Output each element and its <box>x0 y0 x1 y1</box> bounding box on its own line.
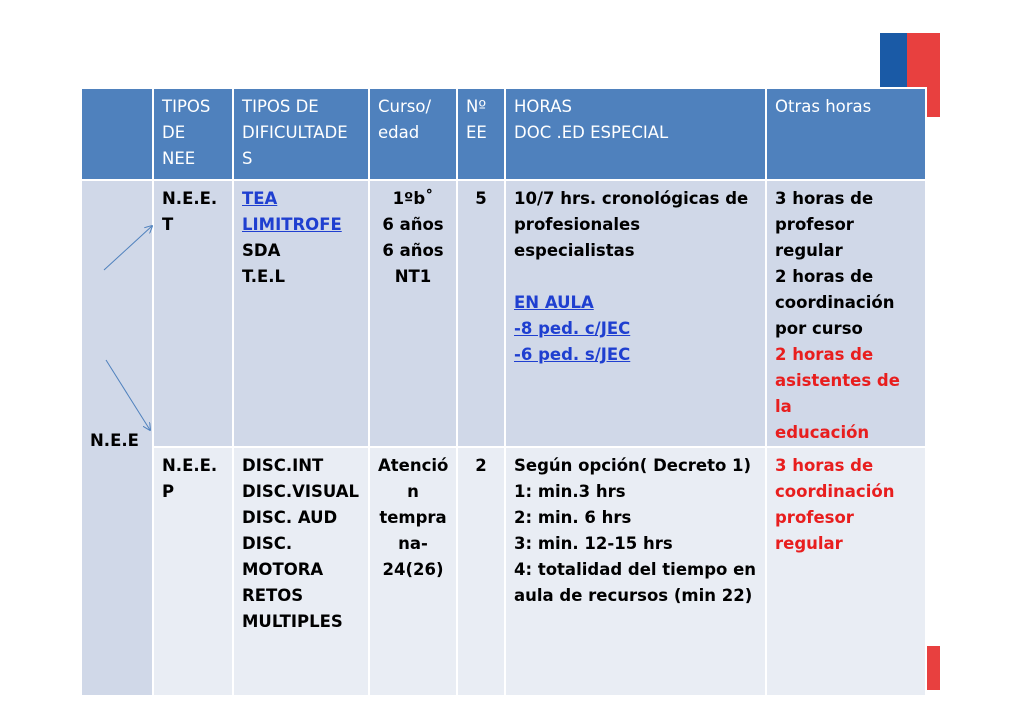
link-6-ped[interactable]: -6 ped. s/JEC <box>514 345 631 364</box>
dificultades-cell: TEA LIMITROFE SDA T.E.L <box>233 180 369 447</box>
link-tea[interactable]: TEA <box>242 189 278 208</box>
header-curso-edad: Curso/ edad <box>369 88 457 180</box>
horas-cell: 10/7 hrs. cronológicas de profesionales especialistas EN AULA -8 ped. c/JEC -6 ped. s/JEC <box>505 180 766 447</box>
otras-horas-cell: 3 horas de profesor regular 2 horas de coordinación por curso 2 horas de asistentes de la educación <box>766 180 926 447</box>
curso-cell: 1ºb˚ 6 años 6 años NT1 <box>369 180 457 447</box>
table-row <box>81 447 926 696</box>
dificultades-cell: DISC.INT DISC.VISUAL DISC. AUD DISC. MOTORA RETOS MULTIPLES <box>233 447 369 696</box>
num-ee-cell: 2 <box>457 447 505 696</box>
otras-horas-cell: 3 horas de coordinación profesor regular <box>766 447 926 696</box>
link-en-aula[interactable]: EN AULA <box>514 293 594 312</box>
header-num-ee: Nº EE <box>457 88 505 180</box>
header-tipos-nee: TIPOS DE NEE <box>153 88 233 180</box>
link-limitrofe[interactable]: LIMITROFE <box>242 215 342 234</box>
link-8-ped[interactable]: -8 ped. c/JEC <box>514 319 631 338</box>
header-tipos-dificultades: TIPOS DE DIFICULTADE S <box>233 88 369 180</box>
header-empty <box>81 88 153 180</box>
group-label-cell <box>81 180 153 696</box>
header-otras-horas: Otras horas <box>766 88 926 180</box>
num-ee-cell: 5 <box>457 180 505 447</box>
nee-hours-table <box>80 87 927 697</box>
group-label: N.E.E <box>90 430 139 450</box>
curso-cell: Atenció n tempra na- 24(26) <box>369 447 457 696</box>
header-row <box>81 88 926 180</box>
header-horas: HORAS DOC .ED ESPECIAL <box>505 88 766 180</box>
table-row <box>81 180 926 447</box>
tipo-nee-cell: N.E.E. P <box>153 447 233 696</box>
tipo-nee-cell: N.E.E. T <box>153 180 233 447</box>
horas-cell: Según opción( Decreto 1) 1: min.3 hrs 2: min. 6 hrs 3: min. 12-15 hrs 4: totalidad del tiempo en aula de recursos (min 22) <box>505 447 766 696</box>
